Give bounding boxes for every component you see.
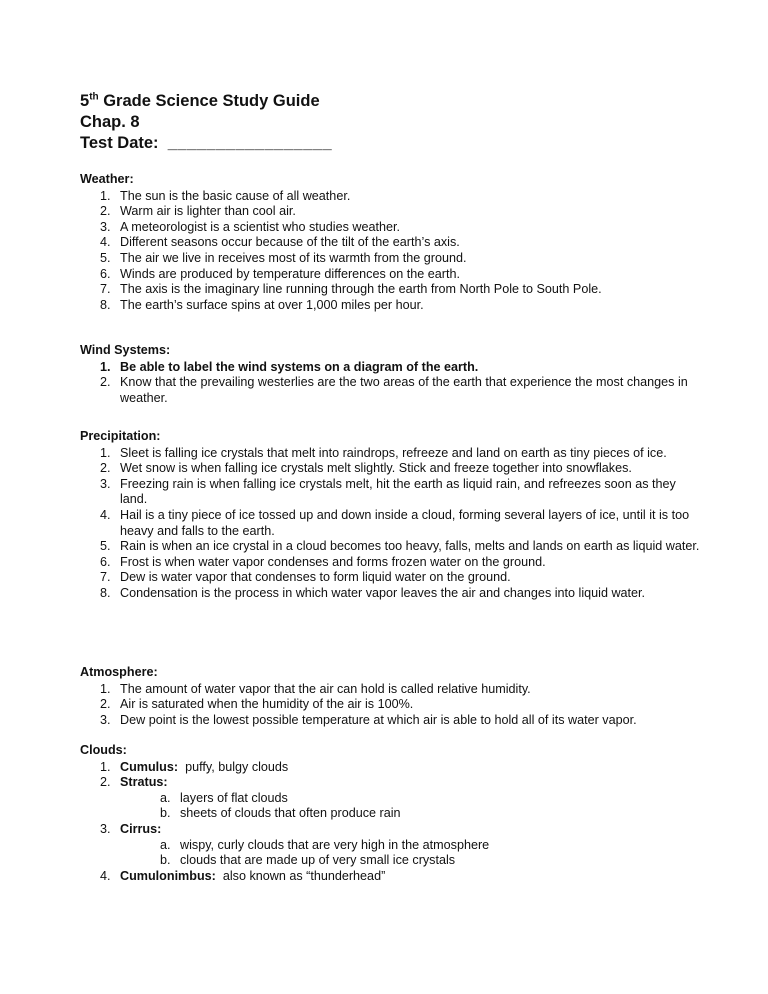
list-item: 8. Condensation is the process in which water vapor leaves the air and changes into liquid water.	[100, 585, 646, 600]
list-item: 6. Winds are produced by temperature differences on the earth.	[100, 266, 460, 281]
list-item: 3. Freezing rain is when falling ice crystals melt, hit the earth as liquid rain, and refreezes soon as they land.	[100, 476, 676, 507]
sub-list-item: b. clouds that are made up of very small ice crystals	[160, 853, 456, 868]
section-title: Clouds:	[80, 743, 127, 757]
list-item: 1. The amount of water vapor that the air can hold is called relative humidity.	[100, 681, 531, 696]
list-item: 2. Air is saturated when the humidity of the air is 100%.	[100, 697, 414, 712]
sub-list-item: b. sheets of clouds that often produce rain	[160, 806, 401, 821]
list-item: 8. The earth’s surface spins at over 1,000 miles per hour.	[100, 297, 424, 312]
weather-list	[80, 189, 700, 314]
clouds-list	[80, 760, 700, 885]
list-item: 7. The axis is the imaginary line running through the earth from North Pole to South Pole.	[100, 282, 602, 297]
list-item: 1. Be able to label the wind systems on a diagram of the earth.	[100, 359, 479, 374]
section-title: Atmosphere:	[80, 665, 158, 679]
test-date-blank: _________________	[167, 134, 333, 152]
precipitation-list	[80, 446, 700, 602]
atmosphere-list	[80, 682, 700, 729]
chapter-label: Chap. 8	[80, 113, 140, 131]
list-item: 4. Cumulonimbus: also known as “thunderhead”	[100, 868, 386, 883]
cloud-term: Cumulonimbus:	[120, 868, 216, 883]
section-title: Precipitation:	[80, 429, 161, 443]
wind-list	[80, 360, 700, 407]
atmosphere-section	[80, 665, 700, 728]
section-title: Weather:	[80, 172, 134, 186]
list-item: 3. Dew point is the lowest possible temperature at which air is able to hold all of its water vapor.	[100, 712, 637, 727]
document-header	[80, 91, 332, 154]
list-item: 3. Cirrus:	[100, 821, 162, 836]
list-item: 7. Dew is water vapor that condenses to form liquid water on the ground.	[100, 570, 511, 585]
list-item: 2. Wet snow is when falling ice crystals melt slightly. Stick and freeze together into snowflakes.	[100, 461, 632, 476]
clouds-section	[80, 743, 700, 884]
cloud-term: Stratus:	[120, 775, 168, 790]
list-item: 5. Rain is when an ice crystal in a cloud becomes too heavy, falls, melts and lands on earth as liquid water.	[100, 539, 700, 554]
list-item: 1. Sleet is falling ice crystals that melt into raindrops, refreeze and land on earth as tiny pieces of ice.	[100, 445, 667, 460]
cloud-term: Cirrus:	[120, 821, 162, 836]
list-item: 4. Different seasons occur because of the tilt of the earth’s axis.	[100, 235, 460, 250]
sub-list-item: a. wispy, curly clouds that are very high in the atmosphere	[160, 837, 490, 852]
list-item: 1. The sun is the basic cause of all weather.	[100, 188, 351, 203]
weather-section	[80, 172, 700, 313]
sub-list-item: a. layers of flat clouds	[160, 790, 288, 805]
list-item: 5. The air we live in receives most of its warmth from the ground.	[100, 250, 467, 265]
cloud-term: Cumulus:	[120, 759, 179, 774]
list-item: 2. Stratus:	[100, 775, 168, 790]
list-item: 1. Cumulus: puffy, bulgy clouds	[100, 759, 289, 774]
section-title: Wind Systems:	[80, 343, 171, 357]
precipitation-section	[80, 429, 700, 602]
wind-systems-section	[80, 343, 700, 406]
list-item: 4. Hail is a tiny piece of ice tossed up and down inside a cloud, forming several layers of ice, until it is too heavy and falls to the earth.	[100, 507, 690, 538]
list-item: 6. Frost is when water vapor condenses and forms frozen water on the ground.	[100, 554, 546, 569]
test-date-line: Test Date: _________________	[80, 134, 333, 152]
guide-title: 5th Grade Science Study Guide	[80, 91, 320, 110]
list-item: 3. A meteorologist is a scientist who studies weather.	[100, 219, 401, 234]
list-item: 2. Know that the prevailing westerlies are the two areas of the earth that experience the most changes in weather.	[100, 375, 688, 405]
list-item: 2. Warm air is lighter than cool air.	[100, 204, 296, 219]
